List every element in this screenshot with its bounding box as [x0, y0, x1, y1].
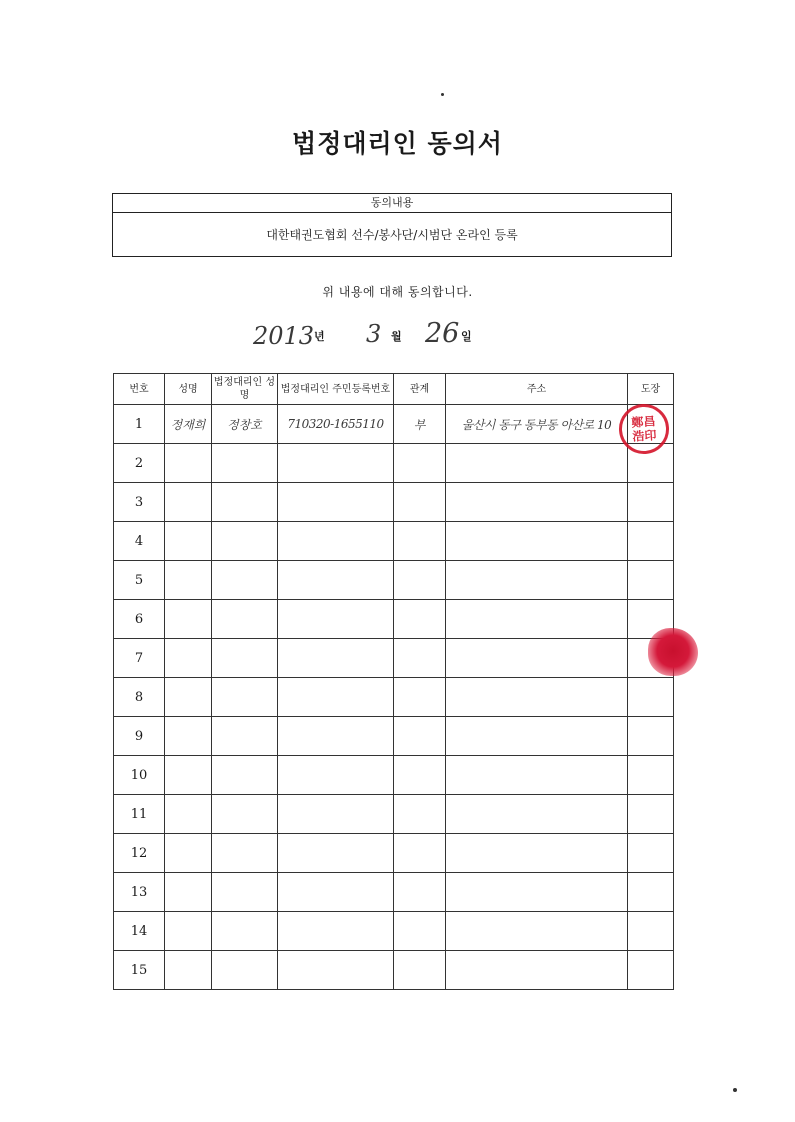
seal-cell [628, 522, 674, 561]
seal-cell [628, 912, 674, 951]
scan-speck [733, 1088, 737, 1092]
address-cell [446, 639, 628, 678]
guardian-id-cell [278, 717, 394, 756]
address-cell [446, 444, 628, 483]
row-number-cell: 7 [114, 639, 165, 678]
guardian-name-cell [212, 834, 278, 873]
row-number-cell: 5 [114, 561, 165, 600]
consent-content-box [112, 193, 672, 257]
seal-cell [628, 873, 674, 912]
relation-cell [394, 951, 446, 990]
row-number-cell: 2 [114, 444, 165, 483]
relation-cell [394, 522, 446, 561]
name-cell [165, 795, 212, 834]
relation-cell [394, 795, 446, 834]
table-row [114, 522, 674, 561]
table-row [114, 483, 674, 522]
date-line [0, 318, 795, 354]
name-cell [165, 678, 212, 717]
seal-cell [628, 717, 674, 756]
row-number-cell: 13 [114, 873, 165, 912]
name-cell [165, 600, 212, 639]
name-cell [165, 951, 212, 990]
table-row [114, 834, 674, 873]
name-cell [165, 873, 212, 912]
table-row [114, 678, 674, 717]
relation-cell [394, 678, 446, 717]
table-row [114, 795, 674, 834]
relation-cell [394, 600, 446, 639]
address-cell [446, 834, 628, 873]
guardian-id-cell [278, 678, 394, 717]
date-month-unit: 월 [391, 330, 402, 343]
seal-cell [628, 483, 674, 522]
table-row [114, 405, 674, 444]
guardian-name-cell [212, 444, 278, 483]
scan-speck [441, 93, 444, 96]
table-row [114, 561, 674, 600]
document-title: 법정대리인 동의서 [292, 129, 503, 158]
guardian-id-cell [278, 561, 394, 600]
seal-cell [628, 561, 674, 600]
guardian-name-cell [212, 795, 278, 834]
guardian-name-cell [212, 600, 278, 639]
name-cell [165, 756, 212, 795]
address-cell [446, 561, 628, 600]
row-number-cell: 11 [114, 795, 165, 834]
table-row [114, 951, 674, 990]
guardian-id-cell [278, 873, 394, 912]
row-number-cell: 10 [114, 756, 165, 795]
address-cell [446, 951, 628, 990]
relation-cell [394, 912, 446, 951]
red-ink-smudge [648, 628, 698, 676]
name-cell [165, 912, 212, 951]
date-day-handwritten: 26 [425, 318, 460, 349]
row-number-cell: 1 [114, 405, 165, 444]
guardian-name-cell [212, 522, 278, 561]
guardian-name-cell [212, 678, 278, 717]
guardian-name-cell [212, 912, 278, 951]
guardian-name-cell: 정창호 [212, 405, 278, 444]
guardian-id-cell [278, 522, 394, 561]
address-cell [446, 717, 628, 756]
guardian-name-cell [212, 561, 278, 600]
red-seal-stamp: 鄭昌 浩印 [617, 402, 670, 455]
address-cell: 울산시 동구 동부동 아산로 10 [446, 405, 628, 444]
guardian-name-cell [212, 951, 278, 990]
header-guardian-name: 법정대리인 성명 [212, 374, 278, 405]
name-cell [165, 717, 212, 756]
relation-cell [394, 873, 446, 912]
table-row [114, 444, 674, 483]
header-no: 번호 [114, 374, 165, 405]
name-cell [165, 834, 212, 873]
guardian-id-cell: 710320-1655110 [278, 405, 394, 444]
address-cell [446, 600, 628, 639]
date-year-handwritten: 2013 [253, 322, 315, 350]
date-day-unit: 일 [461, 330, 472, 343]
agreement-statement: 위 내용에 대해 동의합니다. [322, 285, 473, 299]
header-guardian-id: 법정대리인 주민등록번호 [278, 374, 394, 405]
guardian-id-cell [278, 483, 394, 522]
guardian-name-cell [212, 756, 278, 795]
guardian-name-cell [212, 639, 278, 678]
name-cell [165, 483, 212, 522]
header-name: 성명 [165, 374, 212, 405]
guardian-id-cell [278, 951, 394, 990]
relation-cell [394, 561, 446, 600]
address-cell [446, 873, 628, 912]
address-cell [446, 912, 628, 951]
seal-cell [628, 678, 674, 717]
relation-cell [394, 483, 446, 522]
guardian-id-cell [278, 756, 394, 795]
address-cell [446, 795, 628, 834]
guardian-id-cell [278, 834, 394, 873]
table-body [114, 405, 674, 990]
name-cell [165, 444, 212, 483]
header-relation: 관계 [394, 374, 446, 405]
guardian-roster-table [113, 373, 674, 990]
address-cell [446, 678, 628, 717]
name-cell [165, 522, 212, 561]
seal-cell [628, 951, 674, 990]
table-row [114, 873, 674, 912]
date-month-handwritten: 3 [366, 320, 382, 348]
row-number-cell: 6 [114, 600, 165, 639]
seal-cell [628, 834, 674, 873]
row-number-cell: 4 [114, 522, 165, 561]
row-number-cell: 3 [114, 483, 165, 522]
header-seal: 도장 [628, 374, 674, 405]
relation-cell [394, 834, 446, 873]
address-cell [446, 522, 628, 561]
header-address: 주소 [446, 374, 628, 405]
relation-cell [394, 639, 446, 678]
guardian-name-cell [212, 717, 278, 756]
table-row [114, 912, 674, 951]
relation-cell [394, 444, 446, 483]
address-cell [446, 756, 628, 795]
consent-content-text: 대한태권도협회 선수/봉사단/시범단 온라인 등록 [266, 228, 518, 242]
guardian-name-cell [212, 873, 278, 912]
row-number-cell: 8 [114, 678, 165, 717]
relation-cell [394, 717, 446, 756]
table-row [114, 717, 674, 756]
guardian-id-cell [278, 600, 394, 639]
table-row [114, 756, 674, 795]
row-number-cell: 14 [114, 912, 165, 951]
table-row [114, 639, 674, 678]
guardian-id-cell [278, 639, 394, 678]
guardian-id-cell [278, 912, 394, 951]
guardian-id-cell [278, 444, 394, 483]
relation-cell [394, 756, 446, 795]
name-cell [165, 561, 212, 600]
table-header-row [114, 374, 674, 405]
name-cell: 정재희 [165, 405, 212, 444]
row-number-cell: 9 [114, 717, 165, 756]
seal-cell [628, 756, 674, 795]
address-cell [446, 483, 628, 522]
guardian-name-cell [212, 483, 278, 522]
table-row [114, 600, 674, 639]
date-year-unit: 년 [314, 330, 325, 343]
row-number-cell: 12 [114, 834, 165, 873]
guardian-id-cell [278, 795, 394, 834]
row-number-cell: 15 [114, 951, 165, 990]
name-cell [165, 639, 212, 678]
seal-cell [628, 795, 674, 834]
consent-content-header: 동의내용 [113, 194, 671, 213]
relation-cell: 부 [394, 405, 446, 444]
